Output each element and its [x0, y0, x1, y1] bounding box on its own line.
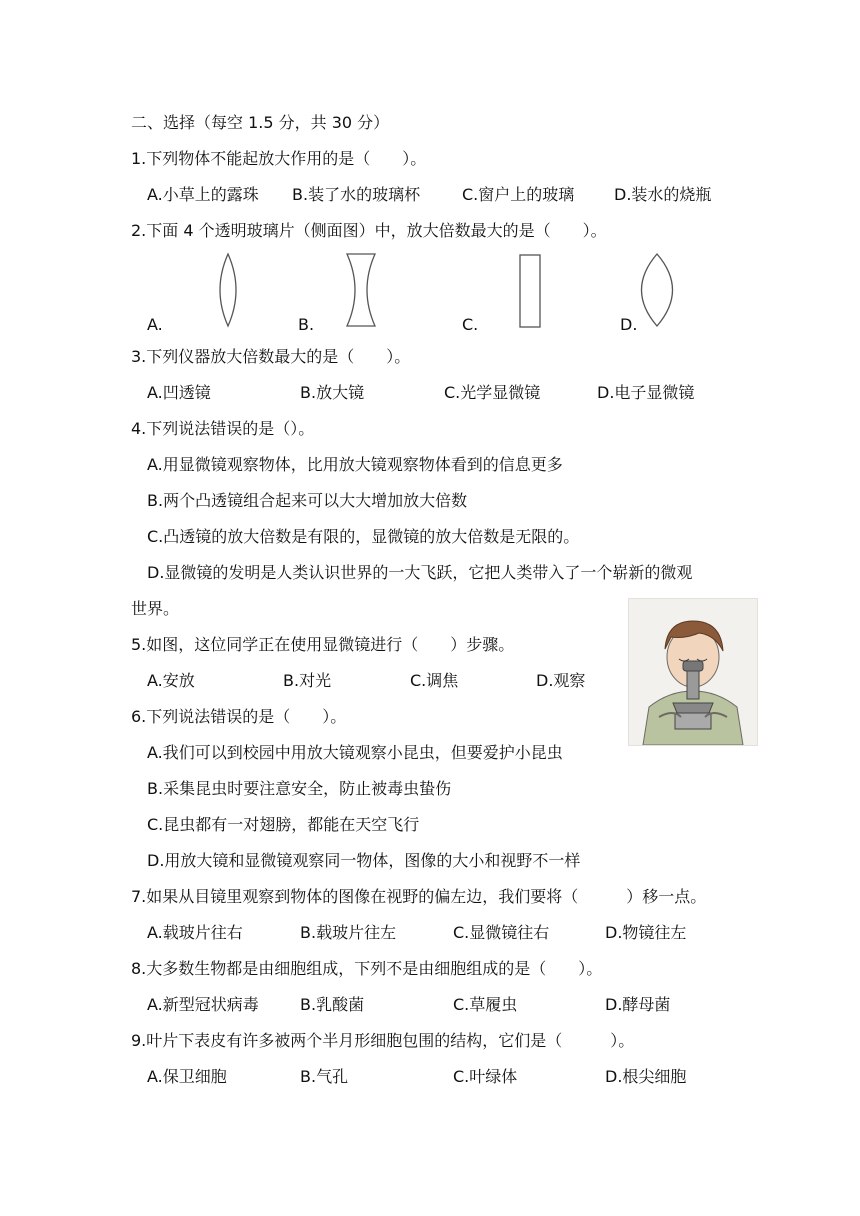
question-5-option-d: D.观察 [536, 671, 586, 690]
question-4-option-d-continuation: 世界。 [131, 599, 180, 618]
question-9-stem: 9.叶片下表皮有许多被两个半月形细胞包围的结构，它们是（ ）。 [131, 1031, 635, 1050]
biconcave-lens-figure [343, 250, 379, 330]
question-5-option-a: A.安放 [147, 671, 195, 690]
question-3-option-d: D.电子显微镜 [597, 383, 695, 402]
biconvex-thin-lens-figure [212, 250, 244, 330]
question-9-option-b: B.气孔 [300, 1067, 349, 1086]
biconvex-thick-lens-figure [634, 250, 680, 330]
question-5-stem: 5.如图，这位同学正在使用显微镜进行（ ）步骤。 [131, 635, 515, 654]
question-1-option-a: A.小草上的露珠 [147, 185, 259, 204]
question-1-stem: 1.下列物体不能起放大作用的是（ ）。 [131, 149, 427, 168]
question-4-stem: 4.下列说法错误的是（）。 [131, 419, 315, 438]
section-title: 二、选择（每空 1.5 分，共 30 分） [131, 113, 390, 132]
question-6-stem: 6.下列说法错误的是（ ）。 [131, 707, 347, 726]
question-2-option-a: A. [147, 315, 163, 334]
question-2-option-d: D. [620, 315, 638, 334]
question-3-stem: 3.下列仪器放大倍数最大的是（ ）。 [131, 347, 411, 366]
question-4-option-d: D.显微镜的发明是人类认识世界的一大飞跃，它把人类带入了一个崭新的微观 [147, 563, 693, 582]
question-1-option-d: D.装水的烧瓶 [614, 185, 712, 204]
question-7-option-b: B.载玻片往左 [300, 923, 397, 942]
question-1-option-c: C.窗户上的玻璃 [462, 185, 575, 204]
question-3-option-a: A.凹透镜 [147, 383, 211, 402]
question-9-option-a: A.保卫细胞 [147, 1067, 227, 1086]
question-9-option-d: D.根尖细胞 [605, 1067, 687, 1086]
question-4-option-a: A.用显微镜观察物体，比用放大镜观察物体看到的信息更多 [147, 455, 563, 474]
question-3-option-b: B.放大镜 [300, 383, 365, 402]
question-2-option-c: C. [462, 315, 479, 334]
question-6-option-c: C.昆虫都有一对翅膀，都能在天空飞行 [147, 815, 420, 834]
flat-glass-plate-figure [517, 252, 543, 330]
question-2-option-b: B. [298, 315, 315, 334]
question-8-option-b: B.乳酸菌 [300, 995, 365, 1014]
question-4-option-c: C.凸透镜的放大倍数是有限的，显微镜的放大倍数是无限的。 [147, 527, 580, 546]
student-microscope-drawing [629, 599, 757, 745]
question-3-option-c: C.光学显微镜 [444, 383, 541, 402]
question-5-option-c: C.调焦 [410, 671, 459, 690]
question-6-option-d: D.用放大镜和显微镜观察同一物体，图像的大小和视野不一样 [147, 851, 581, 870]
question-8-option-a: A.新型冠状病毒 [147, 995, 259, 1014]
question-7-option-a: A.载玻片往右 [147, 923, 243, 942]
question-4-option-b: B.两个凸透镜组合起来可以大大增加放大倍数 [147, 491, 468, 510]
student-microscope-illustration [628, 598, 758, 746]
question-7-option-d: D.物镜往左 [605, 923, 687, 942]
question-7-stem: 7.如果从目镜里观察到物体的图像在视野的偏左边，我们要将（ ）移一点。 [131, 887, 707, 906]
question-2-stem: 2.下面 4 个透明玻璃片（侧面图）中，放大倍数最大的是（ ）。 [131, 221, 607, 240]
question-9-option-c: C.叶绿体 [453, 1067, 518, 1086]
question-1-option-b: B.装了水的玻璃杯 [292, 185, 421, 204]
question-5-option-b: B.对光 [283, 671, 332, 690]
question-6-option-a: A.我们可以到校园中用放大镜观察小昆虫，但要爱护小昆虫 [147, 743, 563, 762]
question-8-option-c: C.草履虫 [453, 995, 518, 1014]
question-8-stem: 8.大多数生物都是由细胞组成，下列不是由细胞组成的是（ ）。 [131, 959, 603, 978]
question-6-option-b: B.采集昆虫时要注意安全，防止被毒虫蛰伤 [147, 779, 452, 798]
question-7-option-c: C.显微镜往右 [453, 923, 550, 942]
question-8-option-d: D.酵母菌 [605, 995, 671, 1014]
